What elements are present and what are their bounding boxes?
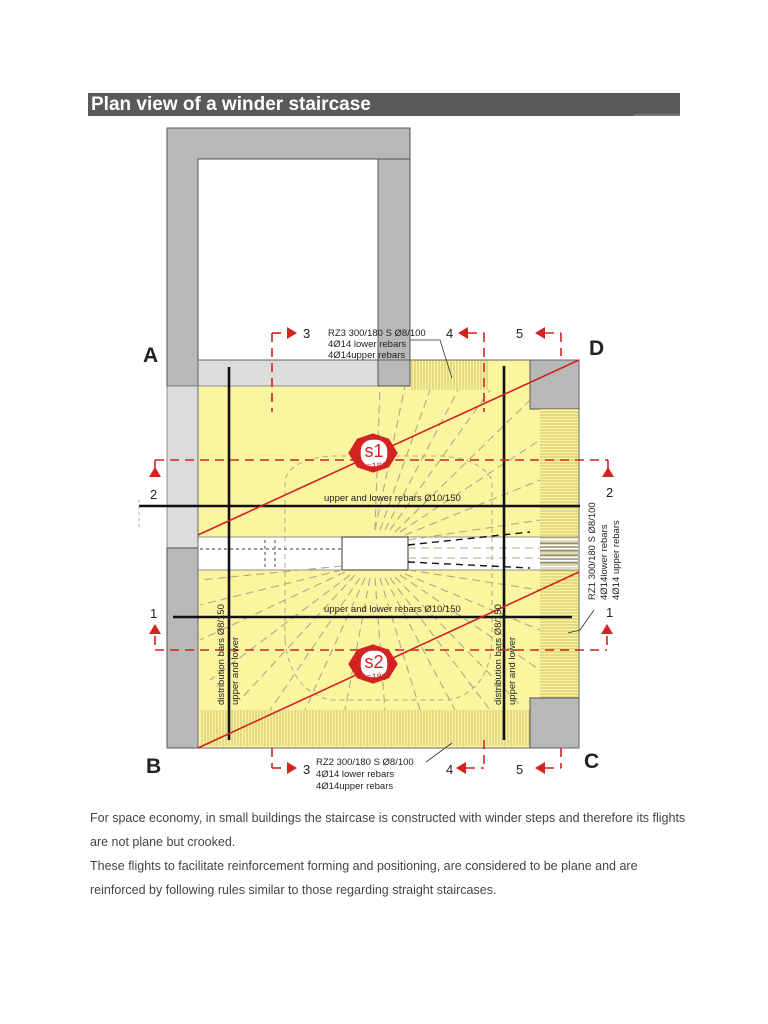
flight-s2-height: h=180	[361, 672, 387, 682]
beam-rz3-line1: RZ3 300/180 S Ø8/100	[328, 328, 426, 339]
section-1-right-label: 1	[606, 605, 614, 620]
wall-a-stub	[167, 386, 198, 548]
beam-rz2-line1: RZ2 300/180 S Ø8/100	[316, 757, 414, 768]
arrow-2-left	[149, 467, 161, 477]
section-3-top-label: 3	[303, 326, 311, 341]
section-2-left-label: 2	[150, 487, 158, 502]
rebar-label-upper: upper and lower rebars Ø10/150	[324, 493, 461, 504]
arrow-1-right	[601, 624, 613, 634]
arrow-3-bottom	[287, 762, 297, 774]
flight-s1-height: h=180	[361, 461, 387, 471]
beam-rz3-line2: 4Ø14 lower rebars	[328, 339, 407, 350]
column-c	[530, 698, 579, 748]
section-4-bottom-label: 4	[446, 762, 454, 777]
arrow-4-bottom	[456, 762, 466, 774]
beam-rz2-line3: 4Ø14upper rebars	[316, 781, 394, 792]
paragraph-1: For space economy, in small buildings the staircase is constructed with winder steps and therefore its flights are not plane but crooked.	[90, 811, 686, 849]
page-title: Plan view of a winder staircase	[91, 94, 371, 115]
section-1-left-label: 1	[150, 606, 158, 621]
arrow-4-top	[458, 327, 468, 339]
landing-column	[342, 537, 408, 570]
beam-rz3-line3: 4Ø14upper rebars	[328, 350, 406, 361]
beam-rz2-hatch	[200, 710, 530, 746]
arrow-1-left	[149, 624, 161, 634]
arrow-2-right	[602, 467, 614, 477]
column-d	[530, 360, 579, 409]
section-5-bottom-label: 5	[516, 762, 524, 777]
section-2-right-label: 2	[606, 485, 614, 500]
flight-s1-label: s1	[364, 441, 384, 461]
dist-label-left-a: distribution bars Ø8/150	[216, 604, 227, 705]
section-4-top-label: 4	[446, 326, 454, 341]
arrow-5-bottom	[535, 762, 545, 774]
flight-s2-label: s2	[364, 652, 384, 672]
dist-label-left-b: upper and lower	[230, 636, 241, 705]
rebar-label-lower: upper and lower rebars Ø10/150	[324, 604, 461, 615]
flight-s2-badge	[350, 646, 396, 682]
arrow-5-top	[535, 327, 545, 339]
beam-rz3-hatch	[410, 360, 488, 390]
flight-s1-badge	[350, 435, 396, 471]
section-3-bottom-label: 3	[303, 762, 311, 777]
corner-d-label: D	[589, 337, 605, 360]
dist-label-right-a: distribution bars Ø8/150	[493, 604, 504, 705]
dist-label-right-b: upper and lower	[507, 636, 518, 705]
section-5-top-label: 5	[516, 326, 524, 341]
beam-rz1-line2: 4Ø14lower rebars	[599, 524, 610, 600]
landing-hatch	[540, 540, 578, 568]
corner-a-label: A	[143, 344, 159, 367]
beam-rz2-line2: 4Ø14 lower rebars	[316, 769, 395, 780]
corner-c-label: C	[584, 750, 600, 773]
corner-b-label: B	[146, 755, 162, 778]
beam-rz1-line3: 4Ø14 upper rebars	[611, 520, 622, 600]
paragraph-2: These flights to facilitate reinforcement forming and positioning, are considered to be plane and are reinforced by following rules similar to those regarding straight staircases.	[90, 859, 638, 897]
beam-rz1-line1: RZ1 300/180 S Ø8/100	[587, 502, 598, 600]
wall-left-lower	[167, 548, 198, 748]
